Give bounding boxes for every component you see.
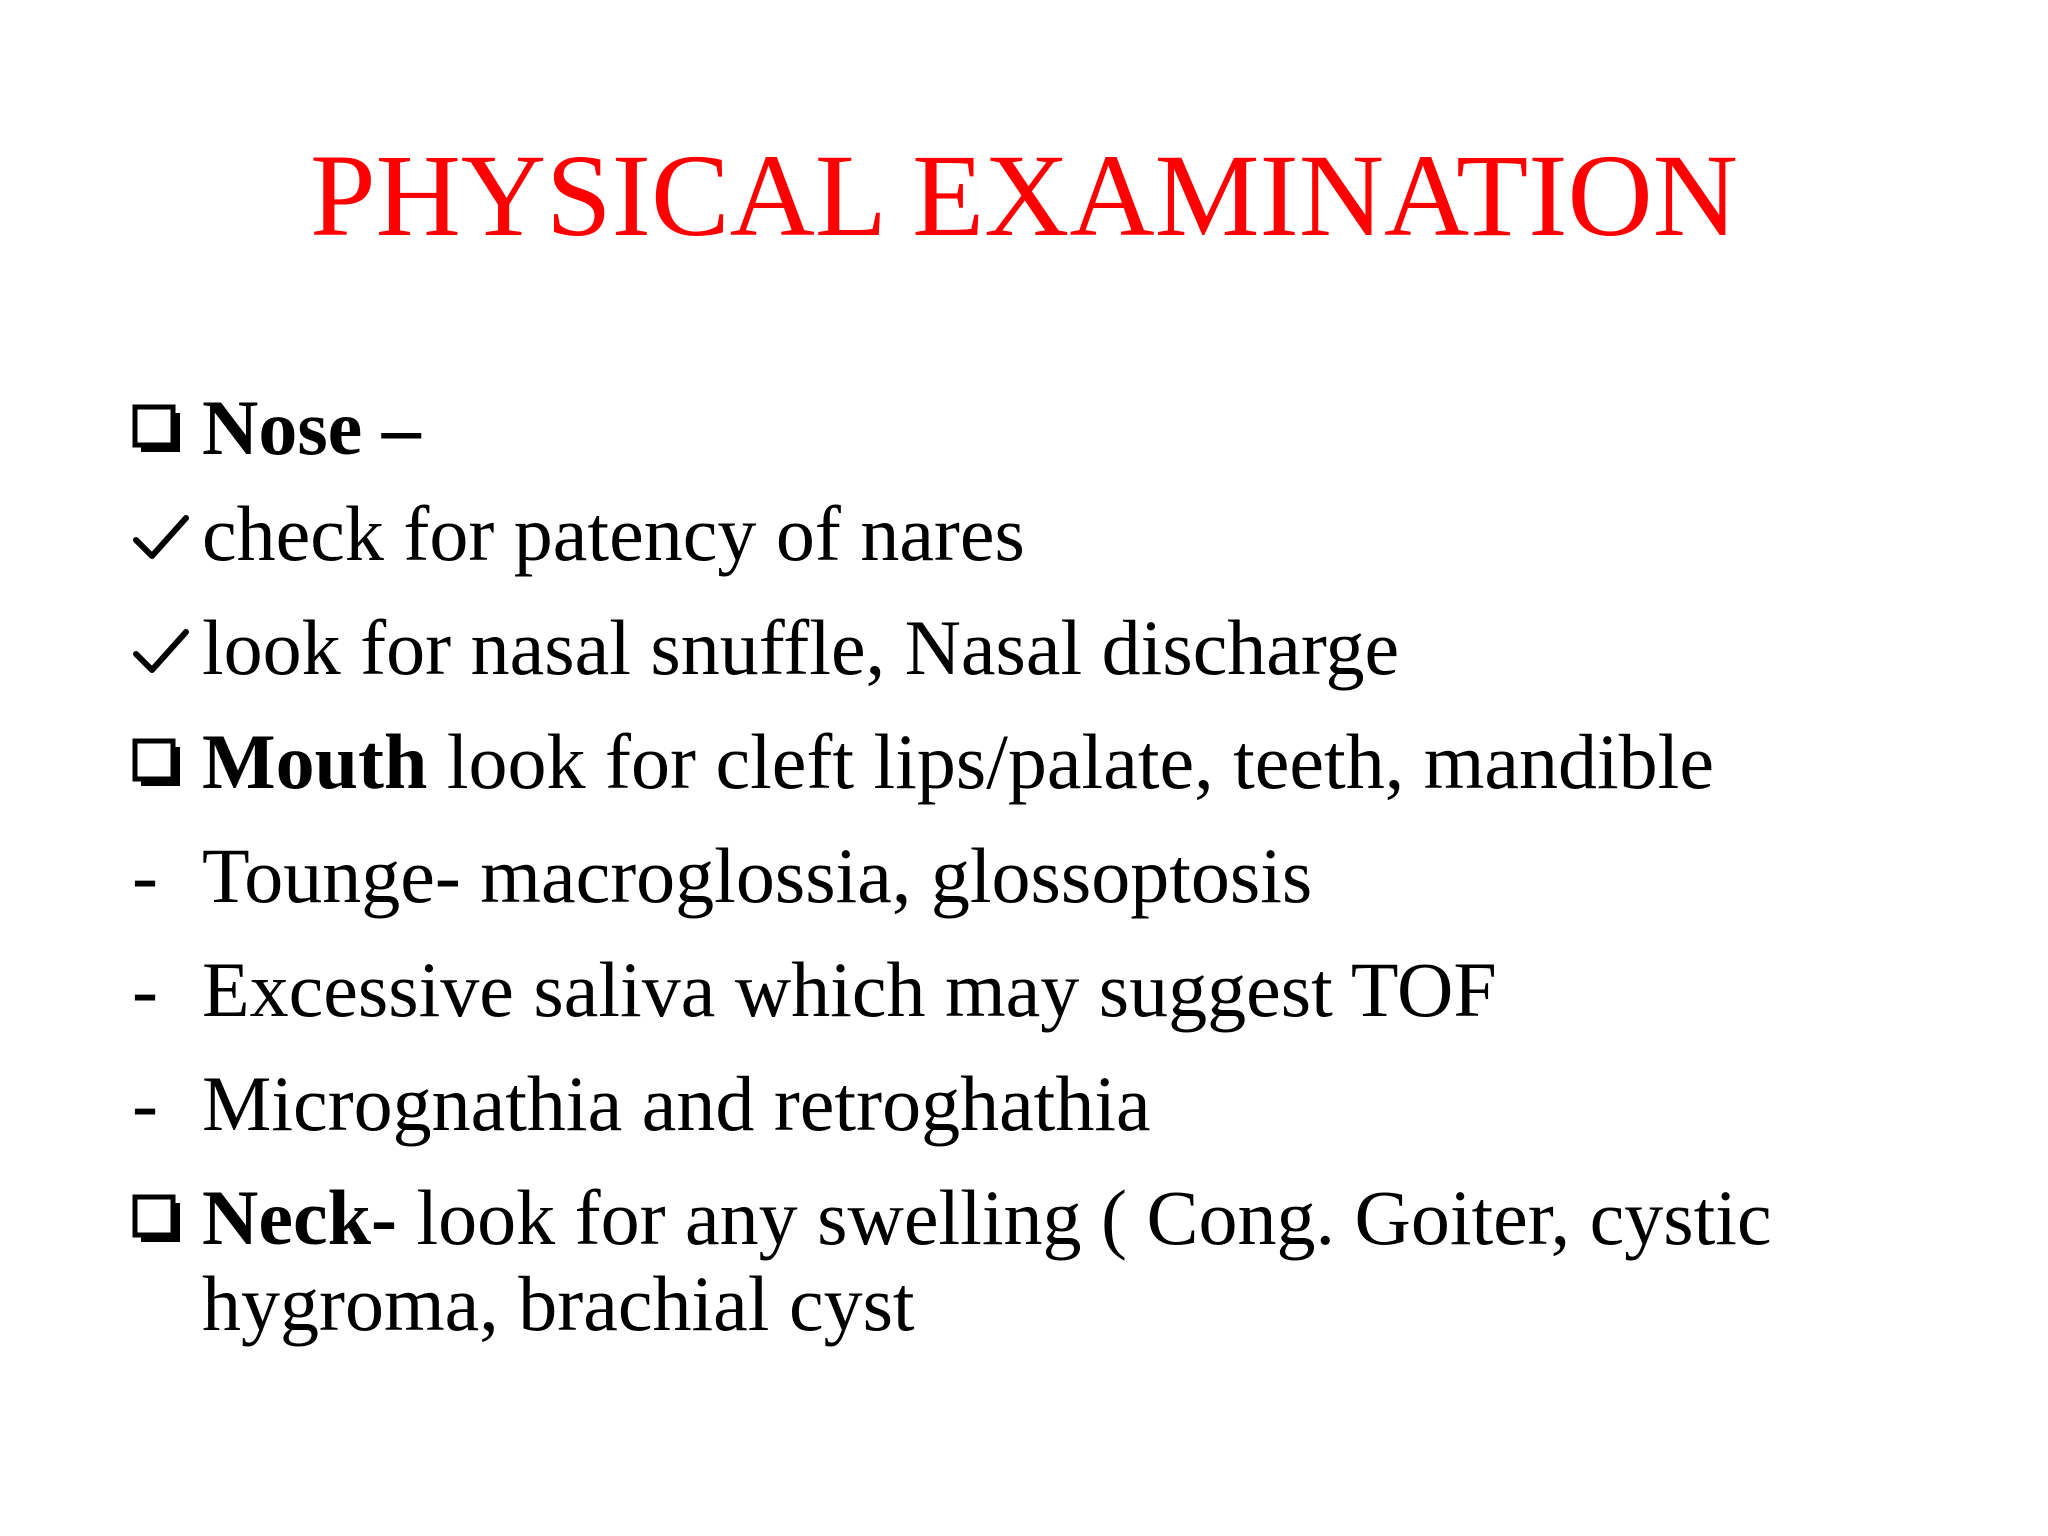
nose-snuffle-text: look for nasal snuffle, Nasal discharge — [202, 604, 1400, 691]
slide-title: PHYSICAL EXAMINATION — [310, 130, 1738, 261]
neck-heading-text — [202, 1172, 1772, 1264]
neck-heading-detail: look for any swelling ( Cong. Goiter, cystic — [396, 1174, 1772, 1261]
nose-heading-label: Nose – — [202, 384, 421, 471]
checkbox-square-icon — [132, 1194, 182, 1244]
tongue-text: Tounge- macroglossia, glossoptosis — [202, 832, 1313, 919]
checkbox-square-icon — [132, 404, 182, 454]
mouth-heading-label: Mouth — [202, 718, 428, 805]
checkmark-icon — [132, 628, 190, 676]
mouth-heading-detail: look for cleft lips/palate, teeth, mandible — [427, 718, 1714, 805]
nose-patency-text: check for patency of nares — [202, 490, 1025, 577]
checkbox-square-icon — [132, 738, 182, 788]
dash-bullet: - — [132, 832, 158, 919]
mouth-heading-text — [202, 716, 1714, 808]
dash-bullet: - — [132, 1060, 158, 1147]
neck-continuation-text: hygroma, brachial cyst — [202, 1260, 915, 1347]
neck-heading-label: Neck- — [202, 1174, 397, 1261]
dash-bullet: - — [132, 946, 158, 1033]
saliva-text: Excessive saliva which may suggest TOF — [202, 946, 1497, 1033]
checkmark-icon — [132, 514, 190, 562]
micrognathia-text: Micrognathia and retroghathia — [202, 1060, 1151, 1147]
